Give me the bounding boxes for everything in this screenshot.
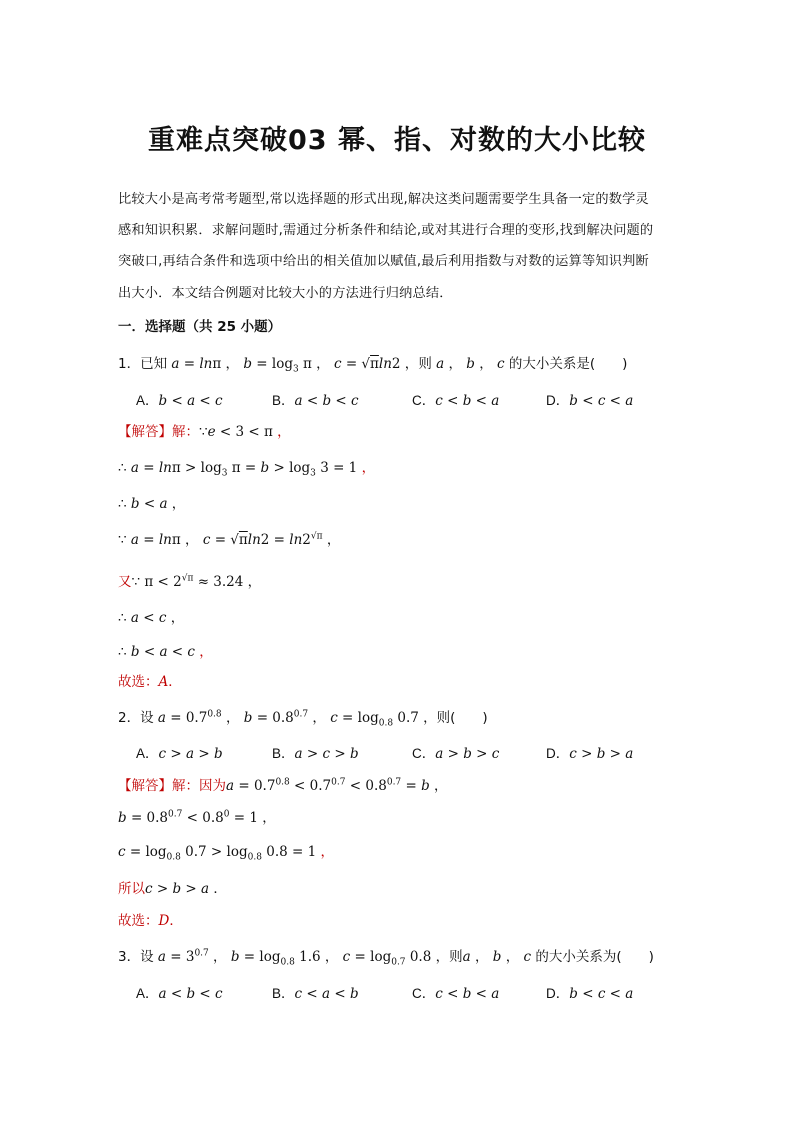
- question-3-stem: 3．设 $a = 3^{0.7}$ ， $b = \log_{0.8} 1.6$ ， $c = \log_{0.7} 0.8$ ，则a ， b ， c 的大小关系为( ): [118, 948, 654, 968]
- intro-paragraph: [118, 184, 683, 309]
- q2-choice: 故选：D．: [118, 913, 183, 929]
- intro-line: 突破口,再结合条件和选项中给出的相关值加以赋值,最后利用指数与对数的运算等知识判断: [118, 254, 649, 270]
- option-a[interactable]: A．c > a > b: [136, 746, 223, 762]
- q2-solution-line: 所以c > b > a ．: [118, 881, 227, 897]
- q1-solution-line: ∵ a = lnπ ， $c = √\pi\ln 2 = \ln 2^{√\pi}$ ，: [118, 531, 341, 548]
- option-a[interactable]: A．b < a < c: [136, 393, 223, 409]
- page-title: 重难点突破03 幂、指、对数的大小比较: [148, 125, 646, 156]
- question-1-stem: 1．已知 a = lnπ ， $b = \log_3 \pi$ ， c = √πln2 ，则 a ， b ， c 的大小关系是( ): [118, 356, 628, 375]
- option-c[interactable]: C．a > b > c: [412, 746, 500, 762]
- option-a[interactable]: A．a < b < c: [136, 986, 223, 1002]
- option-c[interactable]: C．c < b < a: [412, 393, 500, 409]
- q1-solution-line: ∴ b < a < c ，: [118, 644, 213, 660]
- option-b[interactable]: B．a > c > b: [272, 746, 359, 762]
- question-2-stem: 2．设 $a = 0.7^{0.8}$ ， $b = 0.8^{0.7}$ ， $c = \log_{0.8} 0.7$ ，则( ): [118, 709, 488, 729]
- q2-solution-line: $b = 0.8^{0.7} < 0.8^0 = 1$ ，: [118, 809, 276, 826]
- intro-line: 出大小．本文结合例题对比较大小的方法进行归纳总结．: [118, 285, 453, 301]
- q1-choice: 故选：A．: [118, 674, 182, 690]
- option-d[interactable]: D．c > b > a: [546, 746, 634, 762]
- answer-tag: 【解答】解：: [118, 778, 199, 794]
- option-d[interactable]: D．b < c < a: [546, 393, 634, 409]
- intro-line: 比较大小是高考常考题型,常以选择题的形式出现,解决这类问题需要学生具备一定的数学灵: [118, 192, 649, 207]
- section-heading: 一．选择题（共 25 小题）: [118, 319, 282, 335]
- q2-solution-line: $c = \log_{0.8} 0.7 > \log_{0.8} 0.8 = 1$ ，: [118, 844, 334, 863]
- option-b[interactable]: B．c < a < b: [272, 986, 359, 1002]
- option-b[interactable]: B．a < b < c: [272, 393, 359, 409]
- q1-solution-line: ∴ $a = \ln\pi > \log_3 \pi = b > \log_3 3 = 1$ ，: [118, 460, 376, 479]
- q1-solution-line: 【解答】解：∵e < 3 < π ，: [118, 424, 291, 440]
- q1-solution-line: ∴ b < a ，: [118, 496, 186, 512]
- option-d[interactable]: D．b < c < a: [546, 986, 634, 1002]
- option-c[interactable]: C．c < b < a: [412, 986, 500, 1002]
- q1-solution-line: ∴ a < c ，: [118, 610, 185, 626]
- answer-tag: 【解答】解：: [118, 424, 199, 440]
- q1-solution-line: 又∵ $\pi < 2^{√\pi} \approx 3.24$ ，: [118, 573, 262, 590]
- intro-line: 感和知识积累．求解问题时,需通过分析条件和结论,或对其进行合理的变形,找到解决问题的: [118, 223, 654, 239]
- q2-solution-line: 【解答】解：因为$a = 0.7^{0.8} < 0.7^{0.7} < 0.8^{0.7} = b$ ，: [118, 777, 448, 794]
